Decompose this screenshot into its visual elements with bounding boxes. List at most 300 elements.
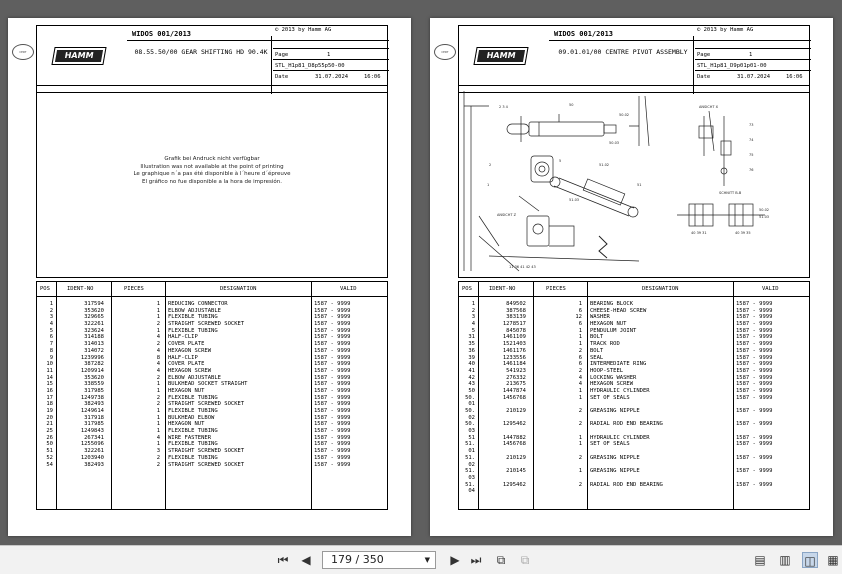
- last-page-icon[interactable]: ⏭: [470, 553, 482, 567]
- row-pieces: 2: [578, 367, 582, 374]
- row-designation: CHEESE-HEAD SCREW: [590, 307, 647, 314]
- row-valid: 1587 - 9999: [736, 327, 773, 334]
- row-pieces: 1: [156, 408, 160, 414]
- table-row: [37, 448, 387, 455]
- row-pieces: 1: [156, 381, 160, 388]
- row-pieces: 2: [578, 481, 582, 488]
- row-pieces: 1: [578, 301, 582, 307]
- row-pieces: 1: [578, 327, 582, 334]
- svg-text:11 36 41 42 43: 11 36 41 42 43: [509, 265, 536, 269]
- row-pos: 15: [46, 381, 53, 388]
- row-pieces: 1: [578, 387, 582, 394]
- row-pos: 1: [471, 301, 475, 307]
- table-row: [459, 321, 809, 328]
- row-pieces: 2: [156, 454, 160, 461]
- row-designation: HEXAGON SCREW: [590, 381, 634, 388]
- document-page-right: [430, 18, 833, 536]
- svg-text:40 39 31: 40 39 31: [691, 231, 707, 235]
- row-pos: 40: [468, 361, 475, 368]
- row-pos: 21: [46, 421, 53, 428]
- time-value: 16:06: [786, 74, 803, 80]
- svg-text:ANSICHT X: ANSICHT X: [699, 105, 718, 109]
- row-pos: 5: [471, 327, 475, 334]
- row-ident: 1521403: [502, 341, 526, 348]
- row-pieces: 1: [156, 301, 160, 307]
- row-valid: 1587 - 9999: [314, 334, 351, 341]
- row-designation: HYDRAULIC CYLINDER: [590, 387, 650, 394]
- row-pos: 20: [46, 414, 53, 421]
- row-designation: RADIAL ROD END BEARING: [590, 421, 663, 428]
- row-pos: 01: [468, 401, 475, 408]
- row-designation: WIRE FASTENER: [168, 434, 212, 441]
- table-row: [37, 435, 387, 442]
- row-valid: 1587 - 9999: [314, 307, 351, 314]
- date-label: Date: [275, 74, 289, 80]
- row-pieces: 1: [578, 341, 582, 348]
- row-valid: 1587 - 9999: [736, 301, 773, 307]
- row-valid: 1587 - 9999: [736, 441, 773, 448]
- svg-text:76: 76: [749, 168, 754, 172]
- row-pos: 41: [468, 367, 475, 374]
- table-row: [37, 415, 387, 422]
- document-code: STL_H1p81_D9p01p01-00: [697, 63, 767, 69]
- row-designation: GREASING NIPPLE: [590, 468, 640, 475]
- section-title: 08.55.50/00 GEAR SHIFTING HD 90.4K: [134, 48, 268, 56]
- row-pos: 03: [468, 428, 475, 435]
- row-valid: 1587 - 9999: [736, 354, 773, 361]
- note-es: El gráfico no fue disponible a la hora de impresión.: [141, 178, 283, 185]
- row-ident: 1447882: [502, 434, 526, 441]
- col-ident: IDENT-NO: [67, 286, 94, 292]
- row-ident: 1209914: [80, 367, 104, 374]
- row-pieces: 1: [578, 334, 582, 341]
- copyright: © 2013 by Hamm AG: [697, 27, 754, 33]
- table-row: [37, 355, 387, 362]
- row-designation: STRAIGHT SCREWED SOCKET: [168, 461, 245, 468]
- row-designation: HALF-CLIP: [168, 354, 198, 361]
- row-pos: 03: [468, 474, 475, 481]
- row-valid: 1587 - 9999: [736, 387, 773, 394]
- row-ident: 1239996: [80, 354, 104, 361]
- row-ident: 314072: [84, 347, 104, 354]
- document-title: WIDOS 001/2013: [554, 30, 614, 38]
- note-en: Illustration was not available at the point of printing: [140, 163, 284, 170]
- parts-rows: [37, 301, 387, 468]
- row-pieces: 1: [578, 434, 582, 441]
- row-valid: 1587 - 9999: [736, 321, 773, 328]
- certification-logo: CERT: [432, 36, 458, 66]
- single-page-view-icon[interactable]: ▤: [754, 553, 766, 567]
- row-pos: 39: [468, 354, 475, 361]
- certification-logo: CERT: [10, 36, 36, 66]
- row-ident: 317594: [84, 301, 104, 307]
- row-pieces: 1: [578, 394, 582, 401]
- note-de: Grafik bei Andruck nicht verfügbar: [164, 156, 260, 162]
- row-pieces: 6: [578, 361, 582, 368]
- row-pos: 19: [46, 408, 53, 414]
- row-valid: 1587 - 9999: [736, 468, 773, 475]
- row-pos: 4: [49, 321, 53, 328]
- row-valid: 1587 - 9999: [736, 394, 773, 401]
- row-valid: 1587 - 9999: [736, 307, 773, 314]
- table-row: [459, 408, 809, 415]
- page-number-select[interactable]: [322, 551, 436, 569]
- row-pos: 02: [468, 414, 475, 421]
- row-ident: 322261: [84, 321, 104, 328]
- row-pos: 25: [46, 428, 53, 435]
- row-pos: 1: [49, 301, 53, 307]
- row-pieces: 4: [156, 367, 160, 374]
- row-pieces: 6: [578, 321, 582, 328]
- row-pieces: 2: [156, 401, 160, 408]
- row-pieces: 12: [575, 314, 582, 321]
- table-row: [459, 475, 809, 482]
- go-forward-icon[interactable]: ⧉: [520, 553, 530, 567]
- col-pieces: PIECES: [546, 286, 566, 292]
- row-valid: 1587 - 9999: [314, 301, 351, 307]
- col-designation: DESIGNATION: [220, 286, 257, 292]
- row-pos: 7: [49, 341, 53, 348]
- row-designation: LOCKING WASHER: [590, 374, 637, 381]
- svg-text:51.03: 51.03: [569, 198, 580, 202]
- row-designation: HOOP-STEEL: [590, 367, 624, 374]
- row-pieces: 1: [578, 468, 582, 475]
- row-pos: 5: [49, 327, 53, 334]
- table-row: [37, 455, 387, 462]
- row-valid: 1587 - 9999: [314, 387, 351, 394]
- svg-text:73: 73: [749, 123, 754, 127]
- table-row: [37, 381, 387, 388]
- first-page-icon[interactable]: ⏮: [277, 553, 289, 567]
- row-pos: 01: [468, 448, 475, 455]
- row-designation: FLEXIBLE TUBING: [168, 408, 218, 414]
- row-pos: 51.: [465, 481, 475, 488]
- row-designation: ELBOW ADJUSTABLE: [168, 374, 221, 381]
- row-ident: 317985: [84, 421, 104, 428]
- row-pieces: 6: [578, 354, 582, 361]
- col-pieces: PIECES: [124, 286, 144, 292]
- col-designation: DESIGNATION: [642, 286, 679, 292]
- row-ident: 387568: [506, 307, 526, 314]
- row-ident: 382493: [84, 461, 104, 468]
- table-row: [459, 375, 809, 382]
- row-designation: TRACK ROD: [590, 341, 620, 348]
- row-designation: SEAL: [590, 354, 604, 361]
- note-fr: Le graphique n´a pas été disponible à l´heure d´épreuve: [133, 171, 291, 177]
- row-ident: 1447874: [502, 387, 526, 394]
- col-valid: VALID: [762, 286, 779, 292]
- row-valid: 1587 - 9999: [314, 408, 351, 414]
- table-row: [459, 441, 809, 448]
- table-row: [37, 368, 387, 375]
- col-valid: VALID: [340, 286, 357, 292]
- row-designation: HEXAGON NUT: [168, 421, 205, 428]
- table-row: [459, 421, 809, 428]
- row-pieces: 4: [156, 434, 160, 441]
- row-pos: 11: [46, 367, 53, 374]
- go-back-icon[interactable]: ⧉: [496, 553, 506, 567]
- row-pos: 6: [49, 334, 53, 341]
- row-designation: FLEXIBLE TUBING: [168, 441, 218, 448]
- row-ident: 210129: [506, 408, 526, 414]
- row-pieces: 6: [578, 307, 582, 314]
- row-pieces: 2: [156, 321, 160, 328]
- table-row: [37, 334, 387, 341]
- row-designation: FLEXIBLE TUBING: [168, 454, 218, 461]
- row-valid: 1587 - 9999: [314, 434, 351, 441]
- row-ident: 1249738: [80, 394, 104, 401]
- row-ident: 382493: [84, 401, 104, 408]
- row-pos: 51: [468, 434, 475, 441]
- document-code: STL_H1p81_D8p55p50-00: [275, 63, 345, 69]
- row-designation: FLEXIBLE TUBING: [168, 428, 218, 435]
- row-pos: 02: [468, 461, 475, 468]
- row-valid: 1587 - 9999: [736, 361, 773, 368]
- next-page-icon[interactable]: ▶: [450, 553, 460, 567]
- row-valid: 1587 - 9999: [736, 347, 773, 354]
- row-valid: 1587 - 9999: [314, 428, 351, 435]
- table-row: [459, 482, 809, 489]
- row-pieces: 2: [156, 394, 160, 401]
- continuous-view-icon[interactable]: ▥: [779, 553, 791, 567]
- table-row: [459, 435, 809, 442]
- row-designation: PENDULUM JOINT: [590, 327, 637, 334]
- row-pieces: 4: [578, 374, 582, 381]
- table-row: [37, 421, 387, 428]
- row-pieces: 2: [578, 421, 582, 428]
- row-pos: 51.: [465, 468, 475, 475]
- row-designation: HEXAGON NUT: [590, 321, 627, 328]
- row-pos: 50.: [465, 394, 475, 401]
- row-pieces: 2: [578, 347, 582, 354]
- row-designation: GREASING NIPPLE: [590, 408, 640, 414]
- table-row: [459, 401, 809, 408]
- row-pos: 51: [46, 448, 53, 455]
- table-row: [37, 401, 387, 408]
- parts-table: [458, 281, 810, 510]
- row-pos: 2: [471, 307, 475, 314]
- table-row: [459, 328, 809, 335]
- row-pieces: 2: [156, 461, 160, 468]
- row-ident: 213675: [506, 381, 526, 388]
- row-pos: 04: [468, 488, 475, 495]
- table-row: [37, 348, 387, 355]
- row-pieces: 1: [156, 428, 160, 435]
- row-pos: 50.: [465, 408, 475, 414]
- row-pos: 52: [46, 454, 53, 461]
- row-pos: 17: [46, 394, 53, 401]
- table-row: [37, 428, 387, 435]
- row-valid: 1587 - 9999: [736, 381, 773, 388]
- table-row: [37, 321, 387, 328]
- row-valid: 1587 - 9999: [736, 341, 773, 348]
- row-pieces: 1: [578, 441, 582, 448]
- table-row: [459, 455, 809, 462]
- two-page-continuous-view-icon[interactable]: ▦: [827, 553, 839, 567]
- page-number-display: 179 / 350: [331, 553, 384, 566]
- row-designation: FLEXIBLE TUBING: [168, 314, 218, 321]
- row-pos: 36: [468, 347, 475, 354]
- svg-text:2: 2: [489, 163, 492, 167]
- row-pieces: 4: [578, 381, 582, 388]
- row-pieces: 2: [156, 374, 160, 381]
- row-pos: 50: [468, 387, 475, 394]
- svg-text:74: 74: [749, 138, 754, 142]
- row-valid: 1587 - 9999: [314, 448, 351, 455]
- svg-text:50.03: 50.03: [609, 141, 620, 145]
- row-pieces: 8: [156, 354, 160, 361]
- row-ident: 353620: [84, 374, 104, 381]
- row-pos: 26: [46, 434, 53, 441]
- row-designation: BEARING BLOCK: [590, 301, 634, 307]
- row-valid: 1587 - 9999: [736, 367, 773, 374]
- table-row: [37, 314, 387, 321]
- row-valid: 1587 - 9999: [314, 374, 351, 381]
- table-row: [459, 361, 809, 368]
- row-pos: 4: [471, 321, 475, 328]
- table-row: [459, 462, 809, 469]
- row-designation: REDUCING CONNECTOR: [168, 301, 228, 307]
- row-designation: HEXAGON NUT: [168, 387, 205, 394]
- table-row: [459, 368, 809, 375]
- previous-page-icon[interactable]: ◀: [301, 553, 311, 567]
- table-row: [37, 441, 387, 448]
- row-valid: 1587 - 9999: [736, 481, 773, 488]
- svg-text:2 3 4: 2 3 4: [499, 105, 508, 109]
- row-pieces: 1: [156, 421, 160, 428]
- row-ident: 267341: [84, 434, 104, 441]
- row-pos: 50.: [465, 421, 475, 428]
- row-valid: 1587 - 9999: [314, 341, 351, 348]
- svg-text:1: 1: [487, 183, 490, 187]
- table-row: [459, 381, 809, 388]
- row-ident: 1295462: [502, 481, 526, 488]
- col-pos: POS: [462, 286, 472, 292]
- table-row: [459, 355, 809, 362]
- row-pieces: 1: [156, 387, 160, 394]
- table-row: [37, 408, 387, 415]
- row-designation: STRAIGHT SCREWED SOCKET: [168, 448, 245, 455]
- row-ident: 845078: [506, 327, 526, 334]
- svg-text:75: 75: [749, 153, 754, 157]
- table-row: [459, 334, 809, 341]
- table-row: [459, 468, 809, 475]
- row-pos: 51.: [465, 454, 475, 461]
- row-designation: BOLT: [590, 334, 604, 341]
- row-valid: 1587 - 9999: [736, 314, 773, 321]
- row-pieces: 1: [156, 314, 160, 321]
- hamm-logo: HAMM: [475, 48, 528, 64]
- row-designation: COVER PLATE: [168, 361, 205, 368]
- row-pos: 16: [46, 387, 53, 394]
- row-designation: HYDRAULIC CYLINDER: [590, 434, 650, 441]
- row-designation: ELBOW ADJUSTABLE: [168, 307, 221, 314]
- row-valid: 1587 - 9999: [736, 408, 773, 414]
- table-row: [459, 301, 809, 308]
- row-ident: 329665: [84, 314, 104, 321]
- svg-text:51.03: 51.03: [759, 215, 770, 219]
- table-row: [459, 341, 809, 348]
- row-valid: 1587 - 9999: [314, 361, 351, 368]
- row-valid: 1587 - 9999: [736, 421, 773, 428]
- illustration-placeholder: [36, 85, 388, 278]
- two-page-view-icon[interactable]: ◫: [802, 552, 818, 568]
- row-pos: 3: [49, 314, 53, 321]
- row-pieces: 4: [156, 334, 160, 341]
- row-ident: 1249843: [80, 428, 104, 435]
- table-row: [459, 448, 809, 455]
- row-pos: 10: [46, 361, 53, 368]
- row-ident: 1456768: [502, 394, 526, 401]
- row-designation: RADIAL ROD END BEARING: [590, 481, 663, 488]
- section-title: 09.01.01/00 CENTRE PIVOT ASSEMBLY: [558, 48, 688, 56]
- row-valid: 1587 - 9999: [314, 401, 351, 408]
- row-designation: BULKHEAD SOCKET STRAIGHT: [168, 381, 248, 388]
- row-pos: 35: [468, 341, 475, 348]
- row-pieces: 4: [156, 347, 160, 354]
- page-label: Page: [275, 52, 289, 58]
- row-designation: HALF-CLIP: [168, 334, 198, 341]
- row-pieces: 1: [156, 414, 160, 421]
- copyright: © 2013 by Hamm AG: [275, 27, 332, 33]
- svg-text:51.02: 51.02: [599, 163, 610, 167]
- date-label: Date: [697, 74, 711, 80]
- hamm-logo: HAMM: [53, 48, 106, 64]
- row-valid: 1587 - 9999: [314, 367, 351, 374]
- table-row: [37, 301, 387, 308]
- row-ident: 1249614: [80, 408, 104, 414]
- table-row: [37, 308, 387, 315]
- row-ident: 314188: [84, 334, 104, 341]
- row-ident: 849502: [506, 301, 526, 307]
- row-ident: 323624: [84, 327, 104, 334]
- svg-text:50.02: 50.02: [759, 208, 770, 212]
- row-pos: 18: [46, 401, 53, 408]
- row-valid: 1587 - 9999: [736, 454, 773, 461]
- row-valid: 1587 - 9999: [736, 334, 773, 341]
- table-row: [459, 488, 809, 495]
- row-ident: 276332: [506, 374, 526, 381]
- table-row: [37, 328, 387, 335]
- row-ident: 1456768: [502, 441, 526, 448]
- row-designation: WASHER: [590, 314, 610, 321]
- row-pos: 43: [468, 381, 475, 388]
- row-designation: HEXAGON SCREW: [168, 367, 212, 374]
- viewer-toolbar: [0, 545, 842, 574]
- row-pieces: 4: [156, 361, 160, 368]
- row-pos: 8: [49, 347, 53, 354]
- page-label: Page: [697, 52, 711, 58]
- date-value: 31.07.2024: [737, 74, 771, 80]
- row-ident: 1461176: [502, 347, 526, 354]
- svg-text:5: 5: [559, 159, 562, 163]
- row-ident: 210145: [506, 468, 526, 475]
- row-ident: 1203940: [80, 454, 104, 461]
- row-valid: 1587 - 9999: [314, 381, 351, 388]
- row-designation: COVER PLATE: [168, 341, 205, 348]
- row-pos: 50: [46, 441, 53, 448]
- table-row: [459, 415, 809, 422]
- row-pos: 14: [46, 374, 53, 381]
- row-ident: 1233556: [502, 354, 526, 361]
- row-valid: 1587 - 9999: [314, 394, 351, 401]
- table-row: [37, 388, 387, 395]
- row-valid: 1587 - 9999: [314, 454, 351, 461]
- row-pos: 31: [468, 334, 475, 341]
- row-designation: SET OF SEALS: [590, 441, 630, 448]
- row-designation: STRAIGHT SCREWED SOCKET: [168, 401, 245, 408]
- document-page-left: [8, 18, 411, 536]
